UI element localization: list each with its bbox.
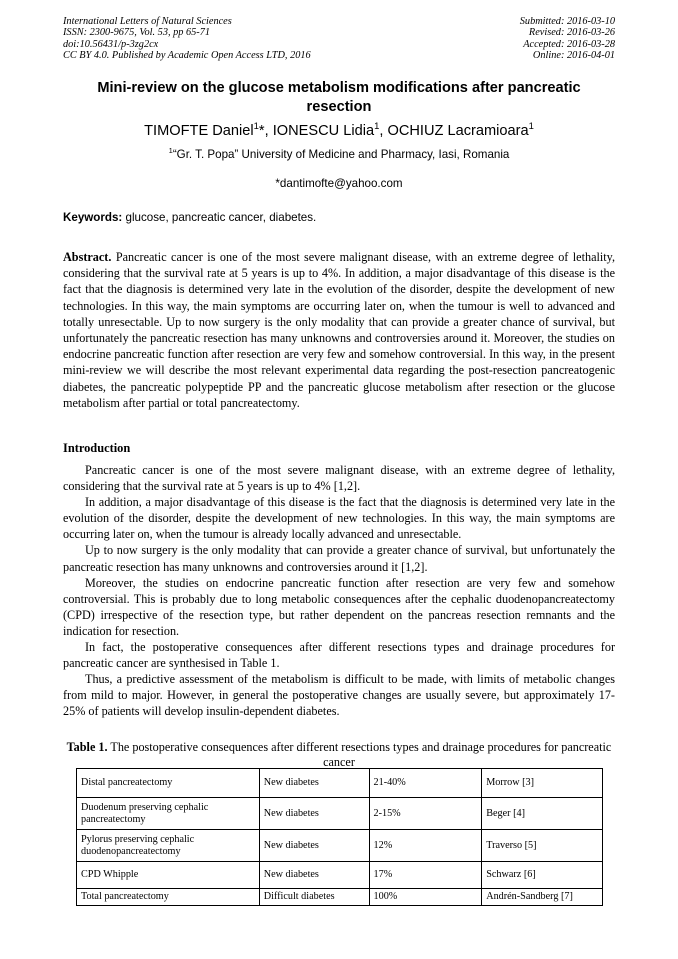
author-separator: *, [258,123,273,139]
affiliation-text: “Gr. T. Popa” University of Medicine and Pharmacy, Iasi, Romania [172,148,510,161]
paragraph: In fact, the postoperative consequences after different resections types and drainage procedures for pancreatic cancer are synthesised in Table 1. [63,640,615,671]
table-cell-rate: 2-15% [369,798,482,830]
table-cell-rate: 17% [369,862,482,889]
author-list [63,122,615,140]
table-cell-outcome: Difficult diabetes [259,889,369,906]
abstract-label: Abstract. [63,250,112,264]
table-cell-reference: Schwarz [6] [482,862,603,889]
section-heading-introduction: Introduction [63,441,131,455]
table-cell-rate: 100% [369,889,482,906]
keywords-text: glucose, pancreatic cancer, diabetes. [122,211,317,224]
table-cell-reference: Beger [4] [482,798,603,830]
table-cell-rate: 21-40% [369,769,482,798]
table-cell-procedure: Duodenum preserving cephalic pancreatectomy [77,798,260,830]
dates-info [520,16,615,62]
submitted-date: Submitted: 2016-03-10 [519,16,615,27]
table-cell-procedure: Total pancreatectomy [77,889,260,906]
journal-issn: ISSN: 2300-9675, Vol. 53, pp 65-71 [63,27,211,39]
author-affil-mark: 1 [528,121,534,133]
table-cell-reference: Traverso [5] [482,830,603,862]
author-affil-mark: 1 [374,121,380,133]
keywords-label: Keywords: [63,211,123,224]
table-row [77,798,603,830]
table-cell-reference: Morrow [3] [482,769,603,798]
author-separator: , [379,123,388,139]
table-row [77,862,603,889]
table-cell-procedure: Distal pancreatectomy [77,769,260,798]
table-cell-outcome: New diabetes [259,862,369,889]
table-cell-procedure: Pylorus preserving cephalic duodenopancreatectomy [77,830,260,862]
table-row [77,769,603,798]
table-row [77,830,603,862]
affiliation-mark: 1 [168,146,173,156]
abstract [63,249,615,411]
journal-license: CC BY 4.0. Published by Academic Open Access LTD, 2016 [63,50,311,62]
results-table [76,768,603,906]
author-name: IONESCU Lidia [272,123,375,139]
table-cell-rate: 12% [369,830,482,862]
keywords [63,211,615,225]
online-date: Online: 2016-04-01 [532,50,615,62]
paragraph: Moreover, the studies on endocrine pancreatic function after resection are very few and somehow controversial. This is probably due to long metabolic consequences after the cephalic duodenopancreatectomy (CPD) irrespective of the resection type, but rather dependent on the pancreas resection remnants and the indication for resection. [63,575,615,638]
author-name: OCHIUZ Lacramioara [387,123,529,139]
author-name: TIMOFTE Daniel [144,123,254,139]
author-affil-mark: 1 [253,121,259,133]
table-cell-procedure: CPD Whipple [77,862,260,889]
table-cell-outcome: New diabetes [259,830,369,862]
paragraph: Up to now surgery is the only modality that can provide a greater chance of survival, but unfortunately the pancreatic resection has many unknowns and controversies around it [1,2]. [63,543,615,574]
accepted-date: Accepted: 2016-03-28 [523,38,615,50]
paragraph: Thus, a predictive assessment of the metabolism is difficult to be made, with limits of metabolic changes from mild to major. However, in general the postoperative changes are usually severe, but approximately 17-25% of patients will develop insulin-dependent diabetes. [63,672,615,719]
paper-title: Mini-review on the glucose metabolism modifications after pancreatic resection [97,80,581,115]
journal-info [63,16,311,62]
table-cell-reference: Andrén-Sandberg [7] [482,889,603,906]
table-caption-label: Table 1. [66,740,108,754]
table-cell-outcome: New diabetes [259,798,369,830]
affiliation [63,148,615,162]
table-cell-outcome: New diabetes [259,769,369,798]
table-caption-text: The postoperative consequences after different resections types and drainage procedures for pancreatic cancer [107,740,612,769]
paragraph: Pancreatic cancer is one of the most severe malignant disease, with an extreme degree of lethality, considering that the survival rate at 5 years is up to 4% [1,2]. [63,463,615,494]
corresponding-email[interactable]: *dantimofte@yahoo.com [275,177,403,190]
revised-date: Revised: 2016-03-26 [528,27,615,39]
journal-name: International Letters of Natural Sciences [63,16,232,27]
abstract-text: Pancreatic cancer is one of the most severe malignant disease, with an extreme degree of lethality, considering that the survival rate at 5 years is up to 4%. In addition, a major disadvantage of this disease is the fact that the diagnosis is determined very late in the evolution of the disorder, despite the development of new technologies. In this way, the main symptoms are occurring later on, when the tumour is well to advanced and totally unresectable. Up to now surgery is the only modality that can provide a greater chance of survival, but unfortunately the pancreatic resection has many unknowns and controversies around it. Moreover, the studies on endocrine pancreatic function after resection are very few and somehow controversial. In this way, in the present mini-review we will describe the most relevant experimental data regarding the post-resection pancreatogenic diabetes, the pancreatic polypeptide PP and the pancreatic glucose metabolism after resection or the glucose metabolism after partial or total pancreatectomy. [63,250,615,410]
introduction-body [63,462,615,720]
journal-doi: doi:10.56431/p-3zg2cx [63,38,159,50]
table-caption [63,740,615,769]
paragraph: In addition, a major disadvantage of this disease is the fact that the diagnosis is determined very late in the evolution of the disorder, despite the development of new technologies. In this way, the main symptoms are occurring later on, when the tumour is already locally advanced and unresectable. [63,495,615,542]
table-row [77,889,603,906]
